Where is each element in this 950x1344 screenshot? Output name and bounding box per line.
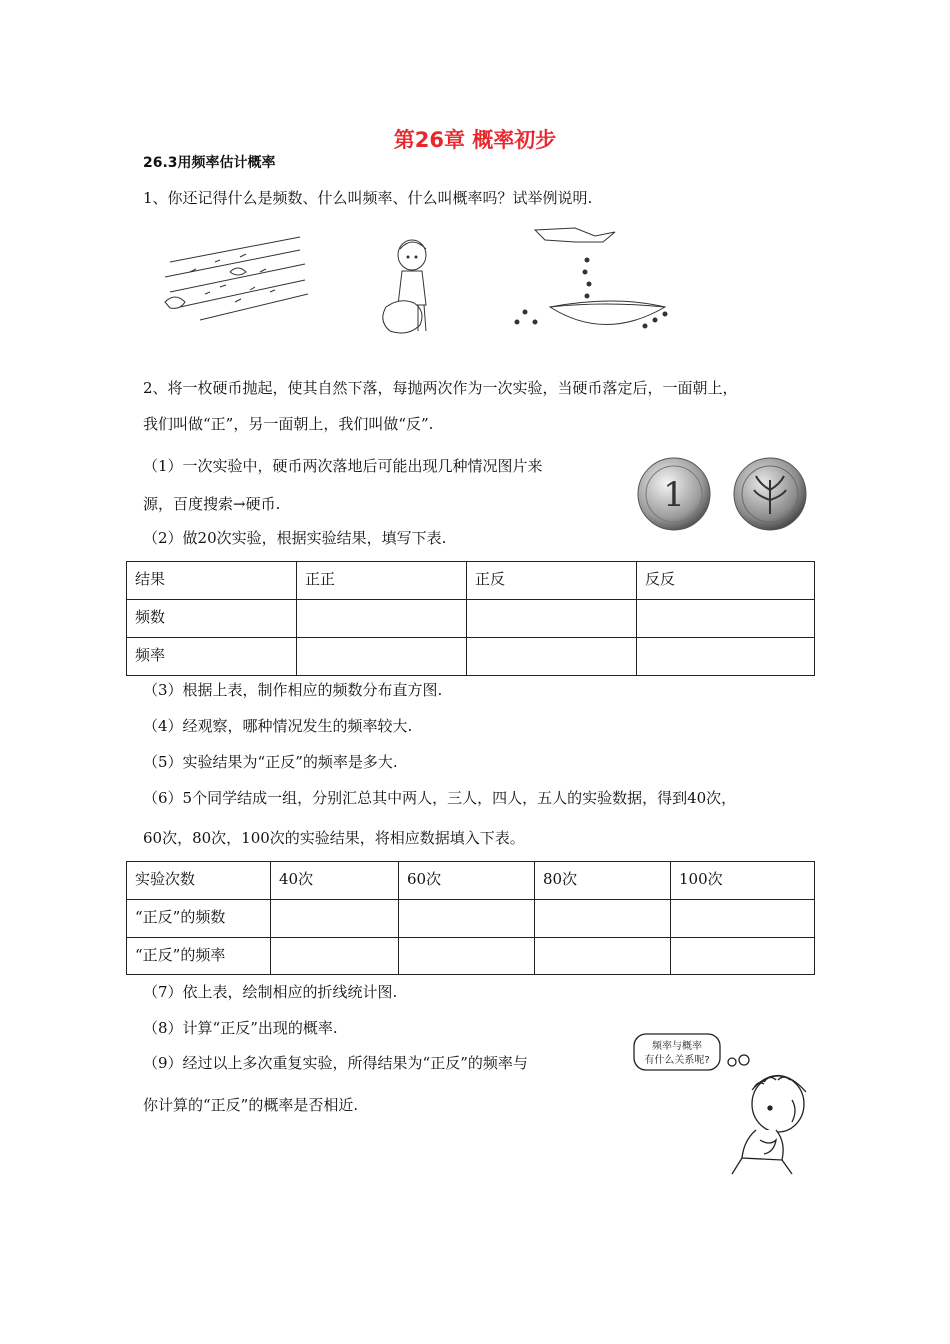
- table-row-label: 频率: [127, 638, 297, 676]
- thinking-child-illustration: [630, 1030, 810, 1180]
- item-7: （7）依上表，绘制相应的折线统计图.: [143, 983, 398, 1001]
- table-header-cell: 40次: [271, 862, 399, 900]
- wheat-field-illustration: [160, 232, 310, 327]
- table-header-cell: 反反: [637, 562, 815, 600]
- item-6-line-1: （6）5个同学结成一组，分别汇总其中两人，三人，四人，五人的实验数据，得到40次，: [143, 789, 737, 807]
- beans-falling-into-bowl-illustration: [505, 222, 675, 337]
- table-row-label: 频数: [127, 600, 297, 638]
- frequency-table: [126, 861, 815, 975]
- coin-front-icon: [636, 456, 712, 532]
- table-header-cell: 100次: [671, 862, 815, 900]
- results-table: [126, 561, 815, 676]
- item-1-line-1: （1）一次实验中，硬币两次落地后可能出现几种情况图片来: [143, 457, 543, 475]
- table-row-label: “正反”的频数: [127, 900, 271, 938]
- table-row: [127, 600, 815, 638]
- item-6-line-2: 60次，80次，100次的实验结果，将相应数据填入下表。: [143, 829, 525, 847]
- question-1: 1、你还记得什么是频数、什么叫频率、什么叫概率吗？试举例说明.: [143, 189, 593, 207]
- table-cell[interactable]: [671, 900, 815, 938]
- table-header-cell: 正反: [467, 562, 637, 600]
- section-title: 26.3用频率估计概率: [143, 155, 276, 171]
- table-row: [127, 638, 815, 676]
- question-2-line-1: 2、将一枚硬币抛起，使其自然下落，每抛两次作为一次实验，当硬币落定后，一面朝上，: [143, 379, 738, 397]
- table-cell[interactable]: [297, 638, 467, 676]
- question-2-line-2: 我们叫做“正”，另一面朝上，我们叫做“反”.: [143, 415, 434, 433]
- item-4: （4）经观察，哪种情况发生的频率较大.: [143, 717, 413, 735]
- item-9-line-2: 你计算的“正反”的概率是否相近.: [143, 1096, 359, 1114]
- table-header-cell: 结果: [127, 562, 297, 600]
- table-header-cell: 正正: [297, 562, 467, 600]
- bubble-text-line-1: 频率与概率: [652, 1041, 702, 1052]
- table-row: [127, 862, 815, 900]
- table-header-cell: 实验次数: [127, 862, 271, 900]
- item-9-line-1: （9）经过以上多次重复实验，所得结果为“正反”的频率与: [143, 1054, 528, 1072]
- table-row: [127, 938, 815, 975]
- table-cell[interactable]: [271, 938, 399, 975]
- table-row: [127, 562, 815, 600]
- item-3: （3）根据上表，制作相应的频数分布直方图.: [143, 681, 443, 699]
- table-cell[interactable]: [297, 600, 467, 638]
- bubble-text-line-2: 有什么关系呢?: [644, 1055, 710, 1066]
- table-cell[interactable]: [671, 938, 815, 975]
- child-with-bag-illustration: [378, 235, 443, 335]
- table-cell[interactable]: [535, 900, 671, 938]
- table-cell[interactable]: [535, 938, 671, 975]
- table-cell[interactable]: [637, 638, 815, 676]
- table-row-label: “正反”的频率: [127, 938, 271, 975]
- table-cell[interactable]: [467, 638, 637, 676]
- page-title: 第26章 概率初步: [393, 128, 557, 152]
- table-cell[interactable]: [467, 600, 637, 638]
- table-cell[interactable]: [637, 600, 815, 638]
- table-header-cell: 80次: [535, 862, 671, 900]
- coin-back-icon: [732, 456, 808, 532]
- table-cell[interactable]: [399, 938, 535, 975]
- table-header-cell: 60次: [399, 862, 535, 900]
- table-cell[interactable]: [271, 900, 399, 938]
- table-row: [127, 900, 815, 938]
- item-2: （2）做20次实验，根据实验结果，填写下表.: [143, 529, 447, 547]
- item-1-line-2: 源，百度搜索→硬币.: [143, 495, 281, 513]
- item-5: （5）实验结果为“正反”的频率是多大.: [143, 753, 398, 771]
- item-8: （8）计算“正反”出现的概率.: [143, 1019, 338, 1037]
- table-cell[interactable]: [399, 900, 535, 938]
- coin-numeral: 1: [663, 475, 685, 515]
